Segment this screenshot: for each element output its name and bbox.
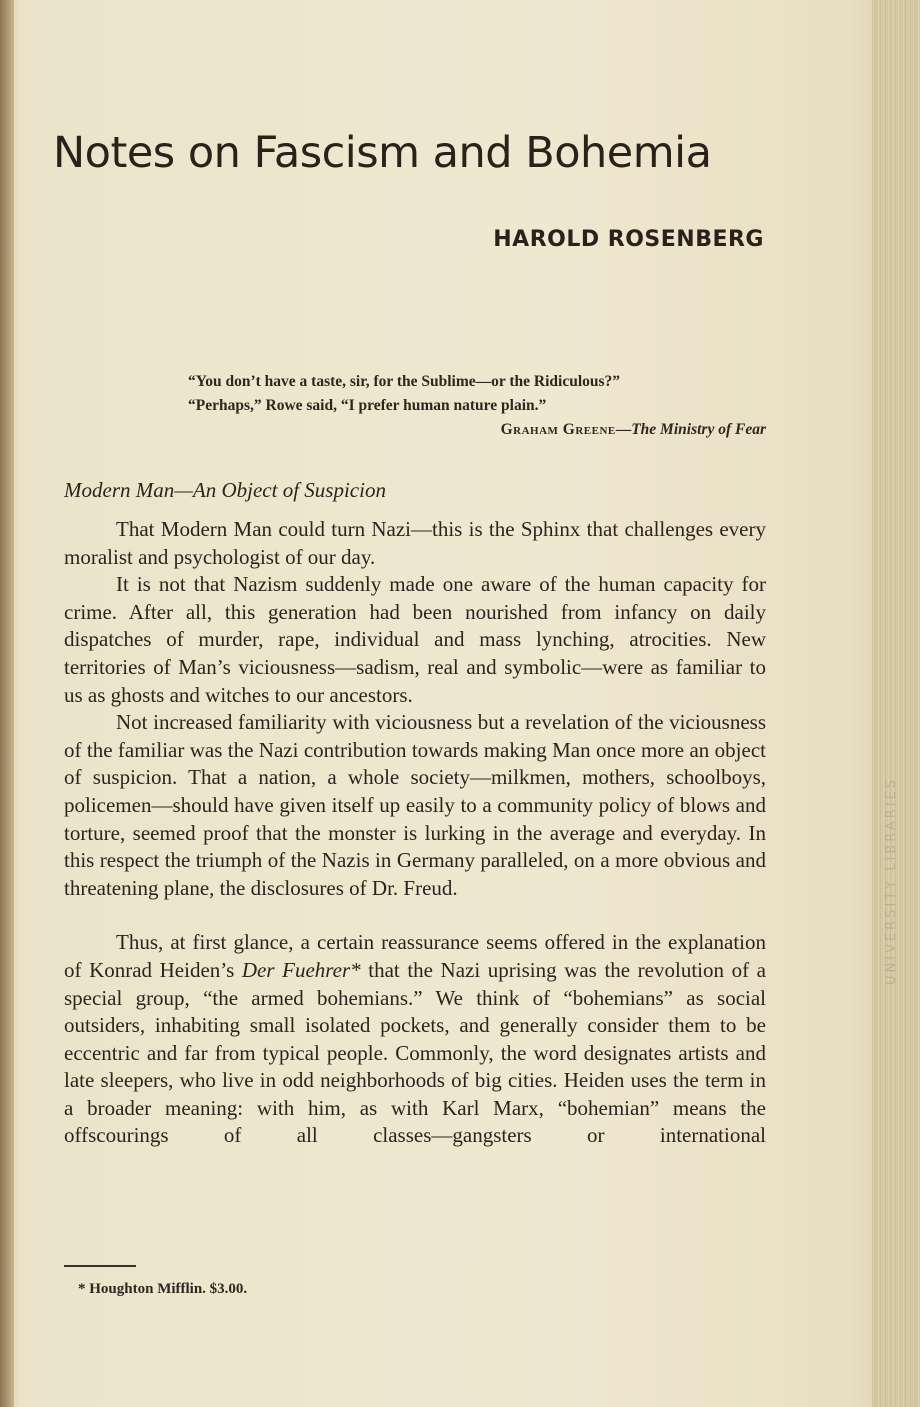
book-spine-shadow — [0, 0, 14, 1407]
epigraph — [188, 370, 766, 442]
body-paragraph: Not increased familiarity with viciousness but a revelation of the viciousness of the familiar was the Nazi contribution towards making Man once more an object of suspicion. That a nation, a whole society—milkmen, mothers, schoolboys, policemen—should have given itself up easily to a community policy of blows and torture, seemed proof that the monster is lurking in the average and everyday. In this respect the triumph of the Nazis in Germany paralleled, on a more obvious and threatening plane, the disclosures of Dr. Freud. — [64, 710, 766, 900]
footnote-divider — [64, 1265, 136, 1267]
article-title: Notes on Fascism and Bohemia — [53, 128, 712, 178]
body-paragraph — [64, 929, 766, 1150]
paragraph-text: that the Nazi uprising was the revolution of a special group, “the armed bohemians.” We think of “bohemians” as social outsiders, inhabiting small isolated pockets, and generally consider them to be eccentric and far from typical people. Commonly, the word designates artists and late sleepers, who live in odd neighborhoods of big cities. Heiden uses the term in a broader meaning: with him, as with Karl Marx, “bohemian” means the offscourings of all classes—gangsters or international — [64, 957, 766, 1148]
epigraph-attribution — [188, 418, 766, 442]
epigraph-author: Graham Greene — [500, 421, 616, 438]
section-heading: Modern Man—An Object of Suspicion — [64, 478, 386, 502]
body-paragraph: It is not that Nazism suddenly made one aware of the human capacity for crime. After all, this generation had been nourished from infancy on daily dispatches of murder, rape, individual and mass lynching, atrocities. New territories of Man’s viciousness—sadism, real and symbolic—were as familiar to us as ghosts and witches to our ancestors. — [64, 572, 766, 707]
epigraph-dash: — — [615, 421, 632, 438]
body-paragraph: That Modern Man could turn Nazi—this is the Sphinx that challenges every moralist and psychologist of our day. — [64, 517, 766, 569]
library-stamp-watermark: UNIVERSITY LIBRARIES — [884, 776, 899, 985]
article-body — [64, 516, 766, 1150]
book-title: Der Fuehrer* — [241, 957, 361, 982]
article-author: HAROLD ROSENBERG — [493, 227, 764, 252]
footnote: * Houghton Mifflin. $3.00. — [78, 1281, 248, 1297]
paragraph-text: Thus, at first glance, a certain reassurance seems offered in the explanation of Konrad Heiden’s — [64, 930, 766, 982]
epigraph-work: The Ministry of Fear — [631, 421, 766, 438]
epigraph-line: “You don’t have a taste, sir, for the Sublime—or the Ridiculous?” — [188, 373, 621, 390]
epigraph-line: “Perhaps,” Rowe said, “I prefer human nature plain.” — [188, 397, 547, 414]
